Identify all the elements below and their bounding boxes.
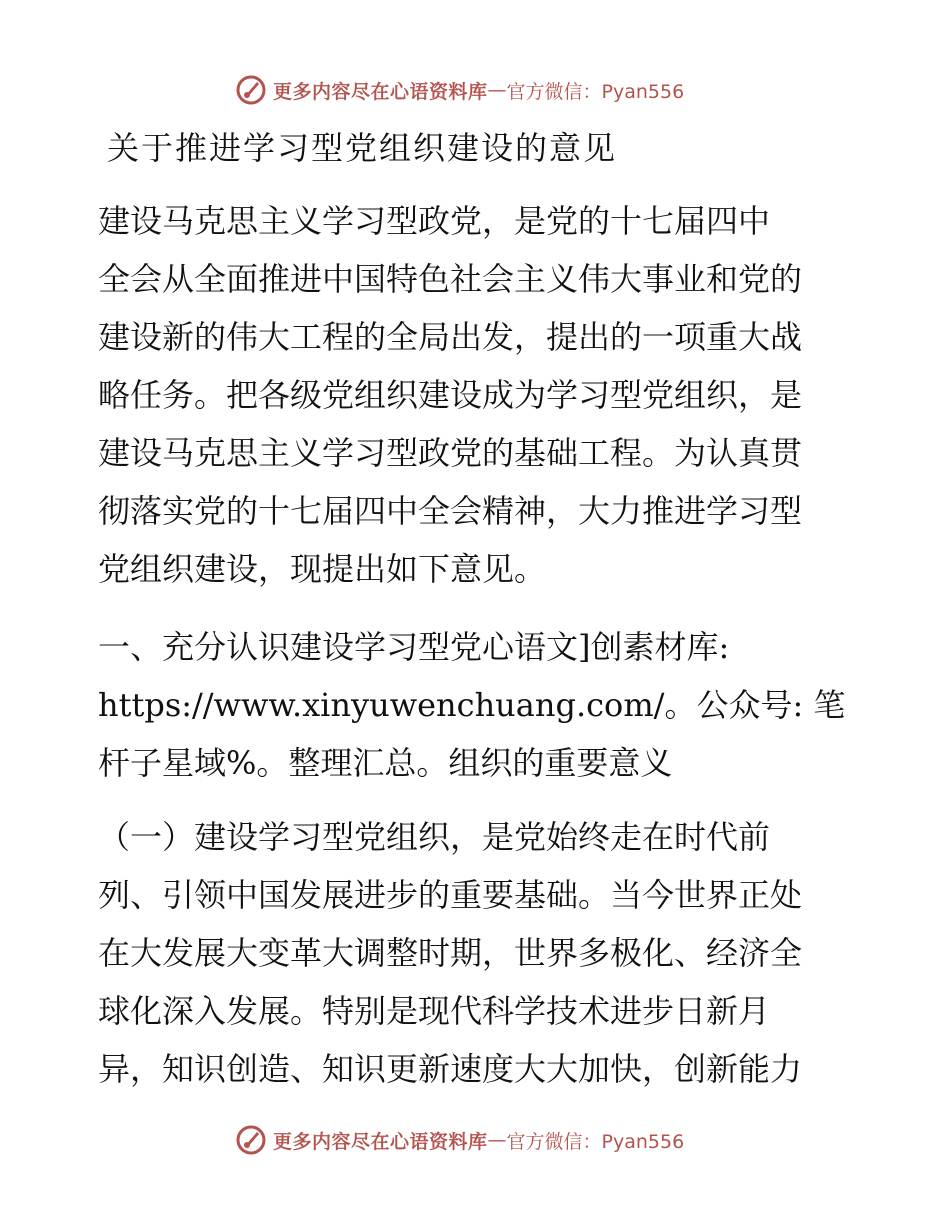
text-line: 异，知识创造、知识更新速度大大加快，创新能力 [98, 1050, 803, 1088]
text-line: 在大发展大变革大调整时期，世界多极化、经济全 [98, 934, 803, 972]
paragraph-section-one-heading [98, 618, 850, 792]
text-line: 建设马克思主义学习型政党，是党的十七届四中 [98, 202, 771, 240]
watermark-contact: 官方微信：Pyan556 [506, 80, 685, 103]
watermark-contact: 官方微信：Pyan556 [506, 1130, 685, 1153]
watermark-brand: 更多内容尽在心语资料库 [273, 80, 488, 103]
paragraph-section-one-item-one [98, 808, 850, 1098]
text-line: 党组织建设，现提出如下意见。 [98, 550, 547, 588]
quill-logo-icon [235, 74, 267, 106]
text-line: （一）建设学习型党组织，是党始终走在时代前 [98, 818, 771, 856]
text-line: 一、充分认识建设学习型党心语文]创素材库: [98, 628, 730, 666]
watermark-separator: — [487, 1129, 507, 1151]
text-line: 列、引领中国发展进步的重要基础。当今世界正处 [98, 876, 803, 914]
watermark-separator: — [487, 79, 507, 101]
text-line: https://www.xinyuwenchuang.com/。公众号: 笔 [98, 686, 846, 724]
text-line: 彻落实党的十七届四中全会精神，大力推进学习型 [98, 492, 803, 530]
quill-logo-icon [235, 1124, 267, 1156]
footer-watermark [235, 1123, 684, 1157]
text-line: 建设新的伟大工程的全局出发，提出的一项重大战 [98, 318, 803, 356]
text-line: 杆子星域%。整理汇总。组织的重要意义 [98, 744, 673, 782]
header-watermark [235, 73, 684, 107]
page-title: 关于推进学习型党组织建设的意见 [107, 129, 618, 167]
paragraph-intro [98, 192, 850, 598]
text-line: 略任务。把各级党组织建设成为学习型党组织，是 [98, 376, 803, 414]
text-line: 全会从全面推进中国特色社会主义伟大事业和党的 [98, 260, 803, 298]
watermark-brand: 更多内容尽在心语资料库 [273, 1130, 488, 1153]
text-line: 建设马克思主义学习型政党的基础工程。为认真贯 [98, 434, 803, 472]
text-line: 球化深入发展。特别是现代科学技术进步日新月 [98, 992, 771, 1030]
